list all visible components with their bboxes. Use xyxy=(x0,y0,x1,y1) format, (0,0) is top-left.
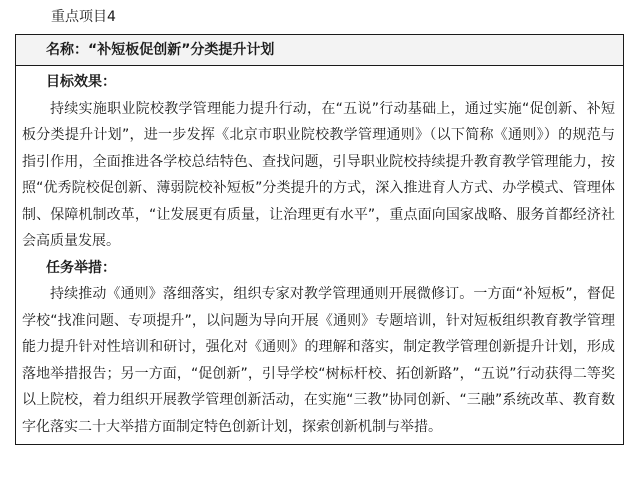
project-content-cell xyxy=(16,66,623,444)
goals-heading: 目标效果： xyxy=(46,74,116,90)
tasks-paragraph: 持续推动《通则》落细落实，组织专家对教学管理通则开展微修订。一方面“补短板”，督促学校“找准问题、专项提升”，以问题为导向开展《通则》专题培训，针对短板组织教育教学管理能力提升针对性培训和研讨，强化对《通则》的理解和落实，制定教学管理创新提升计划，形成落地举措报告；另一方面，“促创新”，引导学校“树标杆校、拓创新路”，“五说”行动获得二等奖以上院校，着力组织开展教学管理创新活动，在实施“三教”协同创新、“三融”系统改革、教育数字化落实二十大举措方面制定特色创新计划，探索创新机制与举措。 xyxy=(22,286,615,435)
goals-paragraph: 持续实施职业院校教学管理能力提升行动，在“五说”行动基础上，通过实施“促创新、补短板分类提升计划”，进一步发挥《北京市职业院校教学管理通则》（以下简称《通则》）的规范与指引作用，全面推进各学校总结特色、查找问题，引导职业院校持续提升教育教学管理能力，按照“优秀院校促创新、薄弱院校补短板”分类提升的方式，深入推进育人方式、办学模式、管理体制、保障机制改革，“让发展更有质量，让治理更有水平”，重点面向国家战略、服务首都经济社会高质量发展。 xyxy=(22,100,615,249)
project-table xyxy=(15,35,624,445)
document xyxy=(15,0,624,445)
project-number-title: 重点项目4 xyxy=(15,0,624,35)
tasks-heading: 任务举措： xyxy=(46,259,116,276)
project-name-row: 名称：“补短板促创新”分类提升计划 xyxy=(16,35,623,66)
